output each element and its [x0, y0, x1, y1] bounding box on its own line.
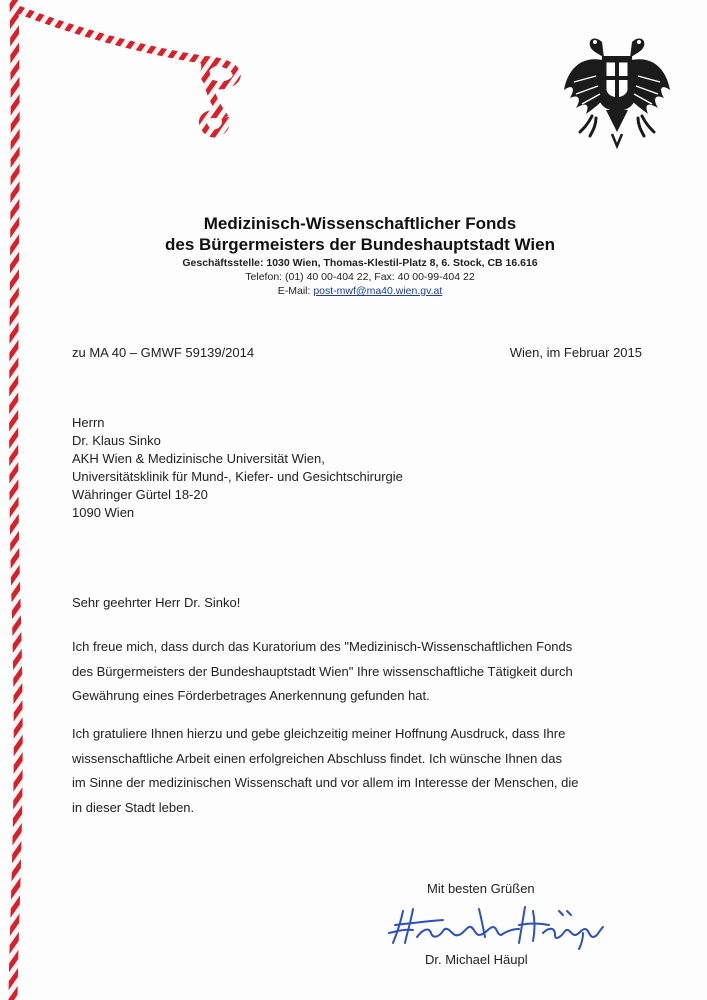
paragraph-line: Ich gratuliere Ihnen hierzu und gebe gleichzeitig meiner Hoffnung Ausdruck, dass Ihre [72, 726, 566, 741]
paragraph-2 [72, 722, 647, 820]
paragraph-1 [72, 635, 647, 709]
address-line: Herrn [72, 415, 105, 430]
address-line: Währinger Gürtel 18-20 [72, 487, 208, 502]
eagle-emblem-icon [562, 32, 672, 150]
address-line: Universitätsklinik für Mund-, Kiefer- und Gesichtschirurgie [72, 469, 403, 484]
paragraph-line: Ich freue mich, dass durch das Kuratorium des "Medizinisch-Wissenschaftlichen Fonds [72, 639, 573, 654]
office-address: Geschäftsstelle: 1030 Wien, Thomas-Klestil-Platz 8, 6. Stock, CB 16.616 [182, 257, 538, 269]
letterhead [100, 213, 620, 298]
fund-title-line1: Medizinisch-Wissenschaftlicher Fonds [203, 214, 517, 233]
paragraph-line: in dieser Stadt leben. [72, 799, 195, 815]
fund-title-line2: des Bürgermeisters der Bundeshauptstadt Wien [165, 235, 555, 254]
recipient-address [72, 414, 403, 522]
signer-name: Dr. Michael Häupl [425, 952, 528, 967]
email-label: E-Mail: [277, 285, 314, 297]
file-number: zu MA 40 – GMWF 59139/2014 [72, 345, 255, 360]
paragraph-line: im Sinne der medizinischen Wissenschaft und vor allem im Interesse der Menschen, die [72, 775, 579, 790]
address-line: AKH Wien & Medizinische Universität Wien, [72, 451, 325, 466]
place-date: Wien, im Februar 2015 [509, 345, 642, 360]
salutation: Sehr geehrter Herr Dr. Sinko! [72, 595, 241, 610]
closing-greeting: Mit besten Grüßen [427, 881, 535, 896]
paragraph-line: Gewährung eines Förderbetrages Anerkennung gefunden hat. [72, 688, 430, 703]
phone-fax: Telefon: (01) 40 00-404 22, Fax: 40 00-99-404 22 [245, 271, 475, 283]
address-line: Dr. Klaus Sinko [72, 433, 161, 448]
email-line [100, 284, 620, 298]
signature-icon [383, 903, 613, 951]
email-link[interactable]: post-mwf@ma40.wien.gv.at [313, 285, 443, 297]
paragraph-line: des Bürgermeisters der Bundeshauptstadt Wien" Ihre wissenschaftliche Tätigkeit durch [72, 663, 573, 679]
address-line: 1090 Wien [72, 505, 135, 520]
paragraph-line: wissenschaftliche Arbeit einen erfolgreichen Abschluss findet. Ich wünsche Ihnen das [72, 750, 562, 766]
